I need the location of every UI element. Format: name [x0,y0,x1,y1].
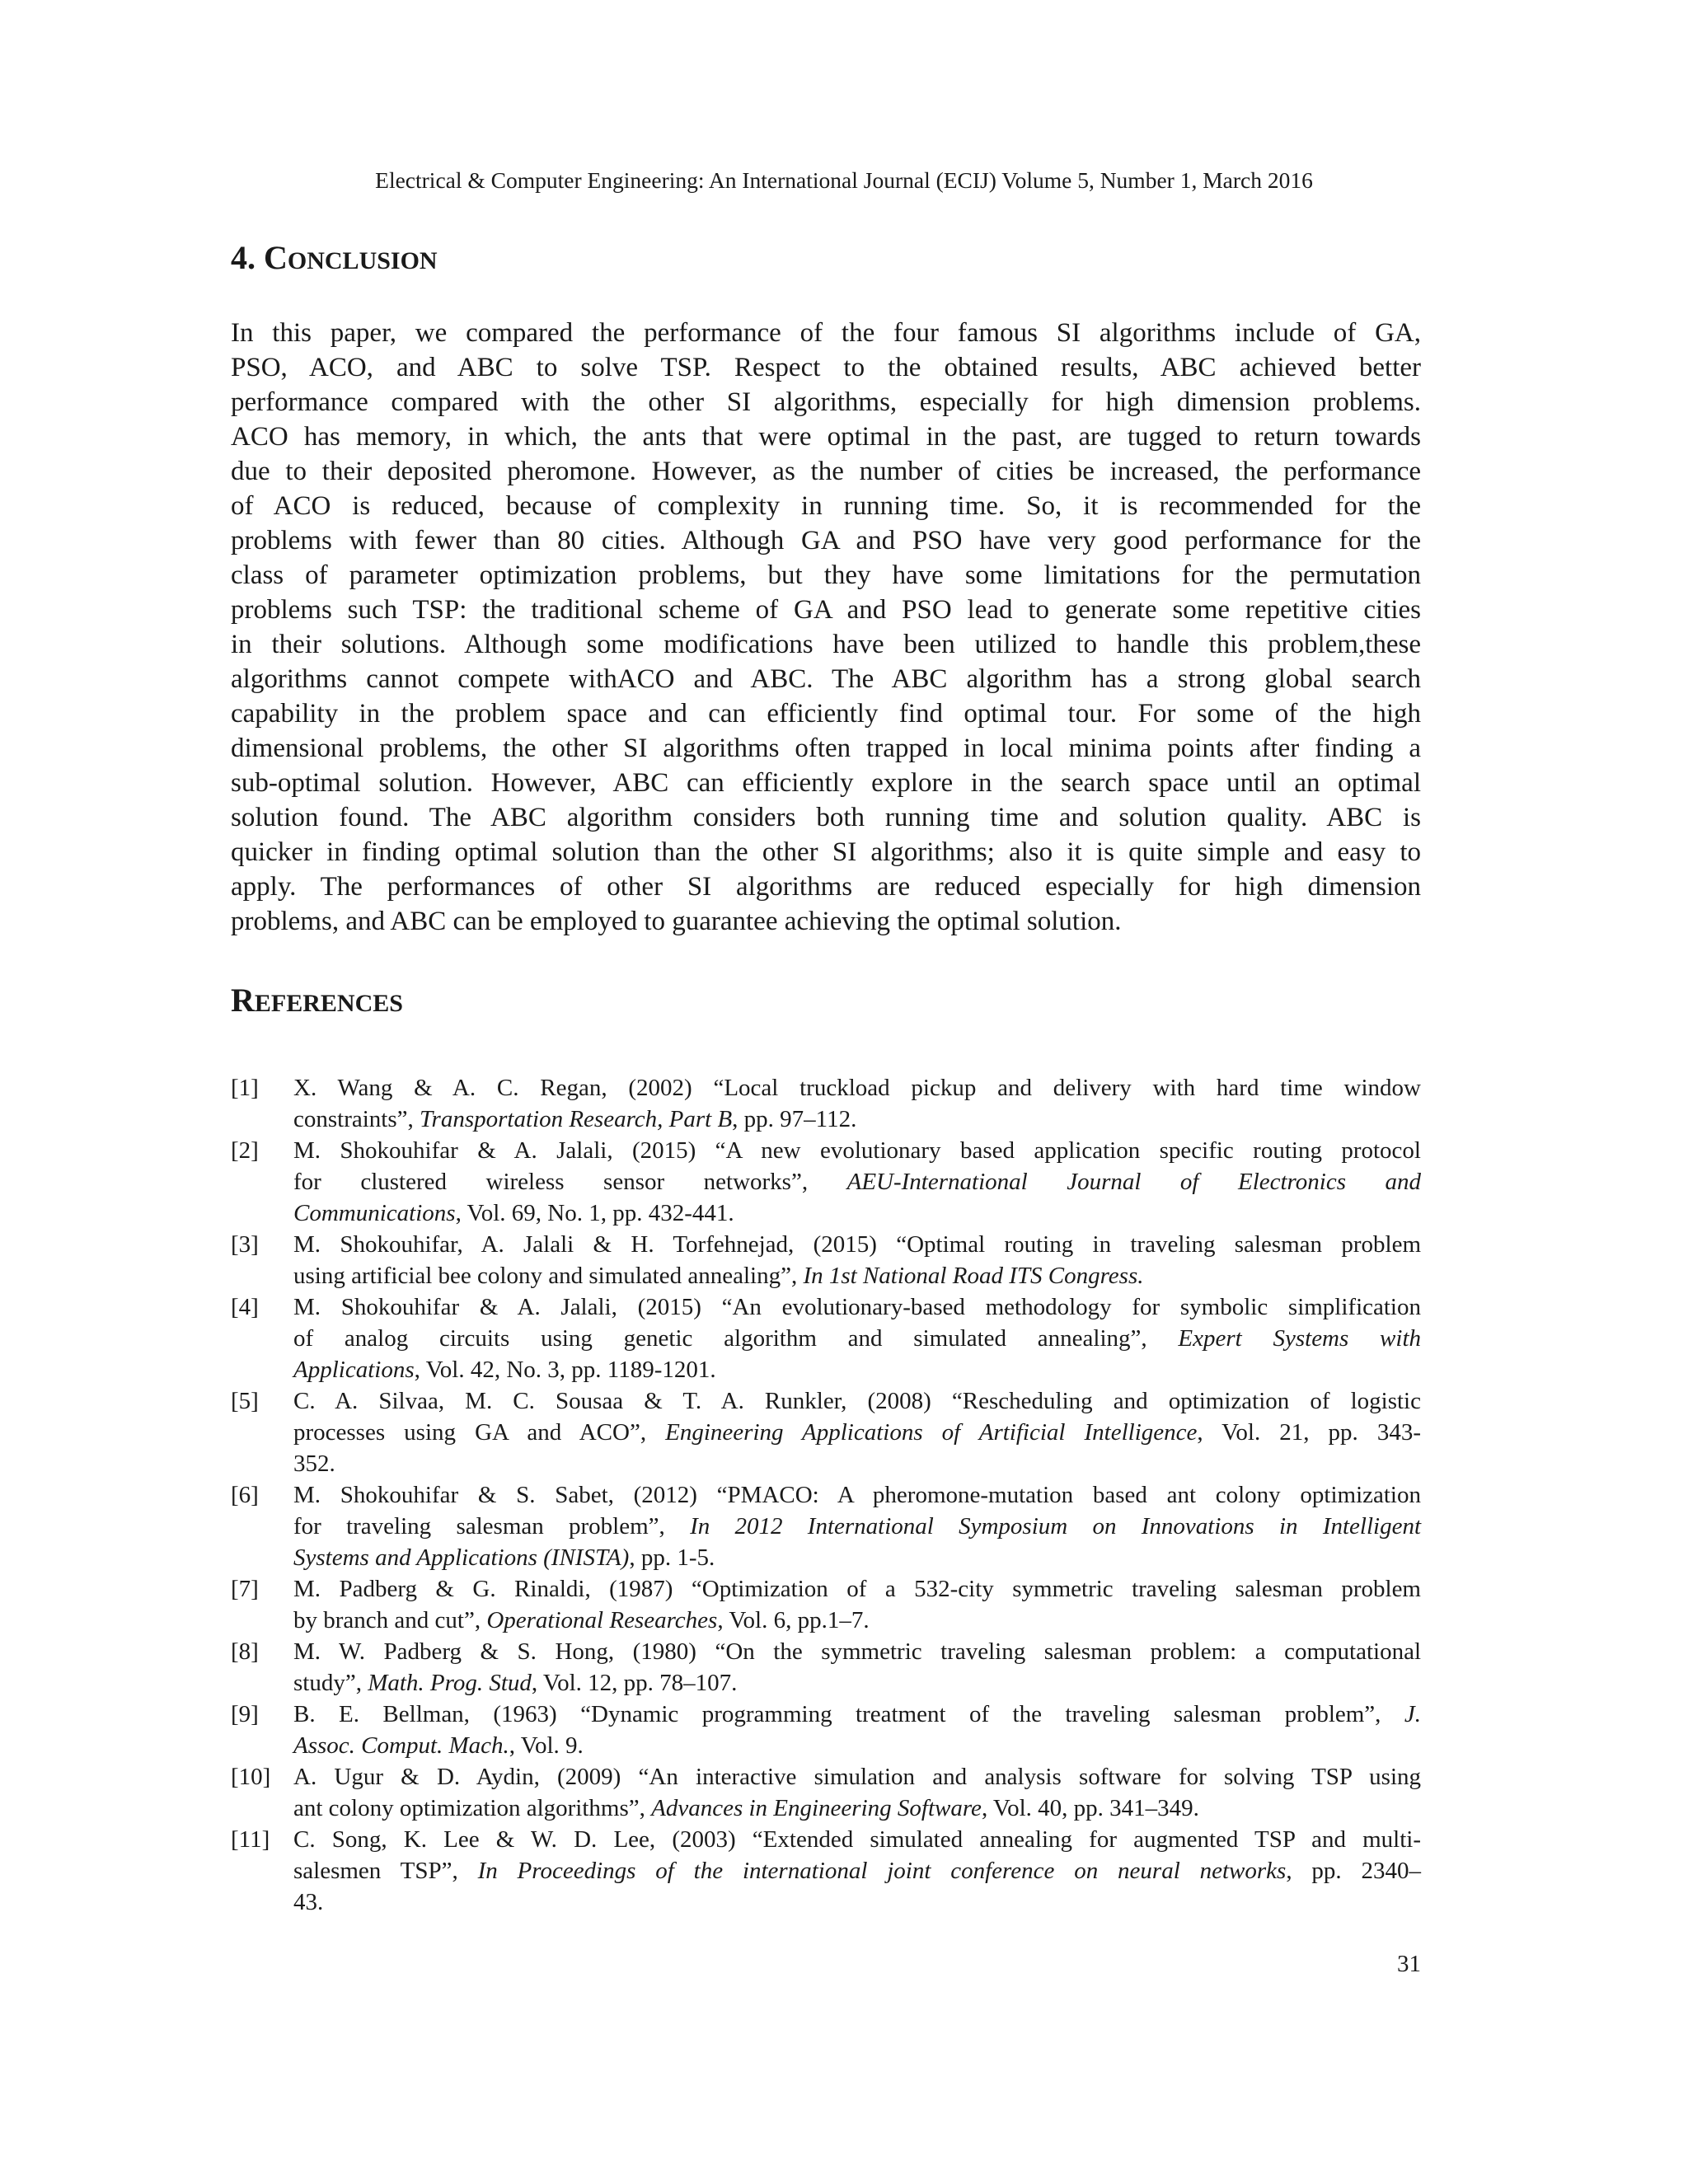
reference-italic-text: Advances in Engineering Software [651,1795,982,1821]
reference-item [231,1573,1421,1636]
reference-line [293,1104,1421,1135]
reference-line [293,1636,1421,1667]
reference-text: by branch and cut”, [293,1607,487,1633]
paragraph-line: in their solutions. Although some modifications have been utilized to handle this problem,these [231,630,1421,659]
reference-item [231,1135,1421,1229]
reference-text: study”, [293,1670,368,1696]
reference-line [293,1855,1421,1886]
reference-number: [6] [231,1482,259,1508]
reference-italic-text: Communications [293,1200,456,1226]
reference-item [231,1291,1421,1385]
reference-text: C. A. Silvaa, M. C. Sousaa & T. A. Runkler, (2008) “Rescheduling and optimization of logistic [293,1388,1421,1414]
reference-italic-text: Transportation Research, Part B [420,1106,733,1132]
reference-number: [10] [231,1764,271,1790]
reference-line [293,1072,1421,1104]
reference-text: M. Shokouhifar & A. Jalali, (2015) “An evolutionary-based methodology for symbolic simplification [293,1294,1421,1320]
paragraph-line: sub-optimal solution. However, ABC can efficiently explore in the search space until an optimal [231,768,1421,798]
reference-line [293,1573,1421,1605]
references-title-initial: R [231,982,255,1019]
paragraph-line: dimensional problems, the other SI algorithms often trapped in local minima points after finding a [231,733,1421,763]
paragraph-line: solution found. The ABC algorithm considers both running time and solution quality. ABC is [231,803,1421,832]
reference-italic-text: In Proceedings of the international joint conference on neural networks [477,1858,1287,1884]
reference-text: , pp. 1-5. [629,1544,715,1571]
paragraph-line: performance compared with the other SI algorithms, especially for high dimension problems. [231,387,1421,417]
reference-number: [9] [231,1701,259,1727]
reference-text: , Vol. 6, pp.1–7. [717,1607,870,1633]
reference-text: ant colony optimization algorithms”, [293,1795,652,1821]
reference-text: salesmen TSP”, [293,1858,478,1884]
reference-text: X. Wang & A. C. Regan, (2002) “Local truckload pickup and delivery with hard time window [293,1075,1421,1101]
reference-text: 43. [293,1889,324,1915]
reference-item [231,1385,1421,1479]
conclusion-heading [231,235,438,284]
reference-italic-text: Applications [293,1357,415,1383]
reference-italic-text: Systems and Applications (INISTA) [293,1544,630,1571]
reference-italic-text: In 1st National Road ITS Congress. [803,1263,1144,1289]
reference-text: for traveling salesman problem”, [293,1513,691,1540]
reference-number: [4] [231,1294,259,1320]
reference-text: for clustered wireless sensor networks”, [293,1169,847,1195]
reference-text: , Vol. 40, pp. 341–349. [981,1795,1199,1821]
reference-line [293,1166,1421,1197]
reference-line [293,1135,1421,1166]
page-number: 31 [1397,1951,1421,1977]
reference-item [231,1824,1421,1918]
reference-text: , pp. 2340– [1286,1858,1422,1884]
reference-text: 352. [293,1451,335,1477]
reference-line [293,1197,1421,1229]
reference-text: M. Padberg & G. Rinaldi, (1987) “Optimization of a 532-city symmetric traveling salesman problem [293,1576,1421,1602]
reference-item [231,1479,1421,1573]
reference-text: , Vol. 21, pp. 343- [1197,1419,1421,1446]
reference-text: processes using GA and ACO”, [293,1419,666,1446]
reference-line [293,1793,1421,1824]
reference-italic-text: AEU-International Journal of Electronics and [846,1169,1421,1195]
reference-line [293,1291,1421,1323]
reference-text: M. W. Padberg & S. Hong, (1980) “On the symmetric traveling salesman problem: a computational [293,1638,1421,1665]
paragraph-line: capability in the problem space and can efficiently find optimal tour. For some of the high [231,699,1421,729]
paragraph-line: problems such TSP: the traditional scheme of GA and PSO lead to generate some repetitive cities [231,595,1421,625]
reference-line [293,1511,1421,1542]
paragraph-line: algorithms cannot compete withACO and ABC. The ABC algorithm has a strong global search [231,664,1421,694]
section-title-rest: ONCLUSION [287,247,438,274]
reference-text: M. Shokouhifar, A. Jalali & H. Torfehnejad, (2015) “Optimal routing in traveling salesman problem [293,1231,1421,1258]
reference-text: M. Shokouhifar & A. Jalali, (2015) “A new evolutionary based application specific routing protocol [293,1137,1421,1164]
reference-italic-text: Expert Systems with [1178,1325,1422,1352]
reference-text: constraints”, [293,1106,420,1132]
reference-italic-text: Math. Prog. Stud [368,1670,532,1696]
reference-text: of analog circuits using genetic algorithm and simulated annealing”, [293,1325,1179,1352]
reference-text: M. Shokouhifar & S. Sabet, (2012) “PMACO: A pheromone-mutation based ant colony optimization [293,1482,1421,1508]
reference-line [293,1730,1421,1761]
paragraph-line: class of parameter optimization problems, but they have some limitations for the permutation [231,560,1421,590]
paragraph-line: ACO has memory, in which, the ants that were optimal in the past, are tugged to return towards [231,422,1421,452]
running-header: Electrical & Computer Engineering: An International Journal (ECIJ) Volume 5, Number 1, March 2016 [375,167,1313,193]
paragraph-line: due to their deposited pheromone. However, as the number of cities be increased, the performance [231,457,1421,486]
reference-text: A. Ugur & D. Aydin, (2009) “An interactive simulation and analysis software for solving TSP using [293,1764,1421,1790]
reference-text: C. Song, K. Lee & W. D. Lee, (2003) “Extended simulated annealing for augmented TSP and multi- [293,1826,1421,1853]
reference-number: [1] [231,1075,259,1101]
reference-text: , Vol. 12, pp. 78–107. [531,1670,738,1696]
paragraph-line: In this paper, we compared the performance of the four famous SI algorithms include of GA, [231,318,1421,348]
reference-line [293,1479,1421,1511]
reference-line [293,1229,1421,1260]
reference-text: , Vol. 42, No. 3, pp. 1189-1201. [414,1357,716,1383]
references-title-rest: EFERENCES [254,990,403,1017]
reference-italic-text: J. [1404,1701,1421,1727]
reference-text: using artificial bee colony and simulated annealing”, [293,1263,804,1289]
reference-line [293,1667,1421,1699]
reference-italic-text: Assoc. Comput. Mach. [293,1732,509,1759]
reference-line [293,1323,1421,1354]
reference-line [293,1354,1421,1385]
reference-line [293,1385,1421,1417]
conclusion-paragraph [231,316,1421,939]
reference-number: [2] [231,1137,259,1164]
reference-italic-text: In 2012 International Symposium on Innovations in Intelligent [690,1513,1421,1540]
reference-item [231,1761,1421,1824]
paragraph-line: quicker in finding optimal solution than the other SI algorithms; also it is quite simple and easy to [231,837,1421,867]
reference-line [293,1260,1421,1291]
reference-text: , Vol. 9. [509,1732,584,1759]
paragraph-line: apply. The performances of other SI algorithms are reduced especially for high dimension [231,872,1421,902]
reference-line [293,1886,1421,1918]
reference-number: [3] [231,1231,259,1258]
reference-item [231,1229,1421,1291]
reference-line [293,1448,1421,1479]
reference-number: [8] [231,1638,259,1665]
reference-number: [5] [231,1388,259,1414]
section-title-initial: C [264,239,288,276]
reference-line [293,1417,1421,1448]
reference-text: , Vol. 69, No. 1, pp. 432-441. [455,1200,734,1226]
paragraph-line: of ACO is reduced, because of complexity in running time. So, it is recommended for the [231,491,1421,521]
reference-line [293,1605,1421,1636]
reference-line [293,1542,1421,1573]
paragraph-line: problems, and ABC can be employed to guarantee achieving the optimal solution. [231,907,1122,936]
reference-item [231,1636,1421,1699]
reference-text: B. E. Bellman, (1963) “Dynamic programming treatment of the traveling salesman problem”, [293,1701,1404,1727]
reference-item [231,1699,1421,1761]
references-heading [231,977,403,1027]
paragraph-line: problems with fewer than 80 cities. Although GA and PSO have very good performance for the [231,526,1421,555]
reference-item [231,1072,1421,1135]
reference-line [293,1824,1421,1855]
reference-italic-text: Engineering Applications of Artificial Intelligence [665,1419,1198,1446]
reference-italic-text: Operational Researches [486,1607,718,1633]
reference-line [293,1761,1421,1793]
reference-text: , pp. 97–112. [732,1106,857,1132]
reference-line [293,1699,1421,1730]
section-number: 4. [231,239,256,276]
paragraph-line: PSO, ACO, and ABC to solve TSP. Respect to the obtained results, ABC achieved better [231,353,1421,382]
reference-number: [7] [231,1576,259,1602]
references-list [231,1072,1421,1918]
reference-number: [11] [231,1826,270,1853]
